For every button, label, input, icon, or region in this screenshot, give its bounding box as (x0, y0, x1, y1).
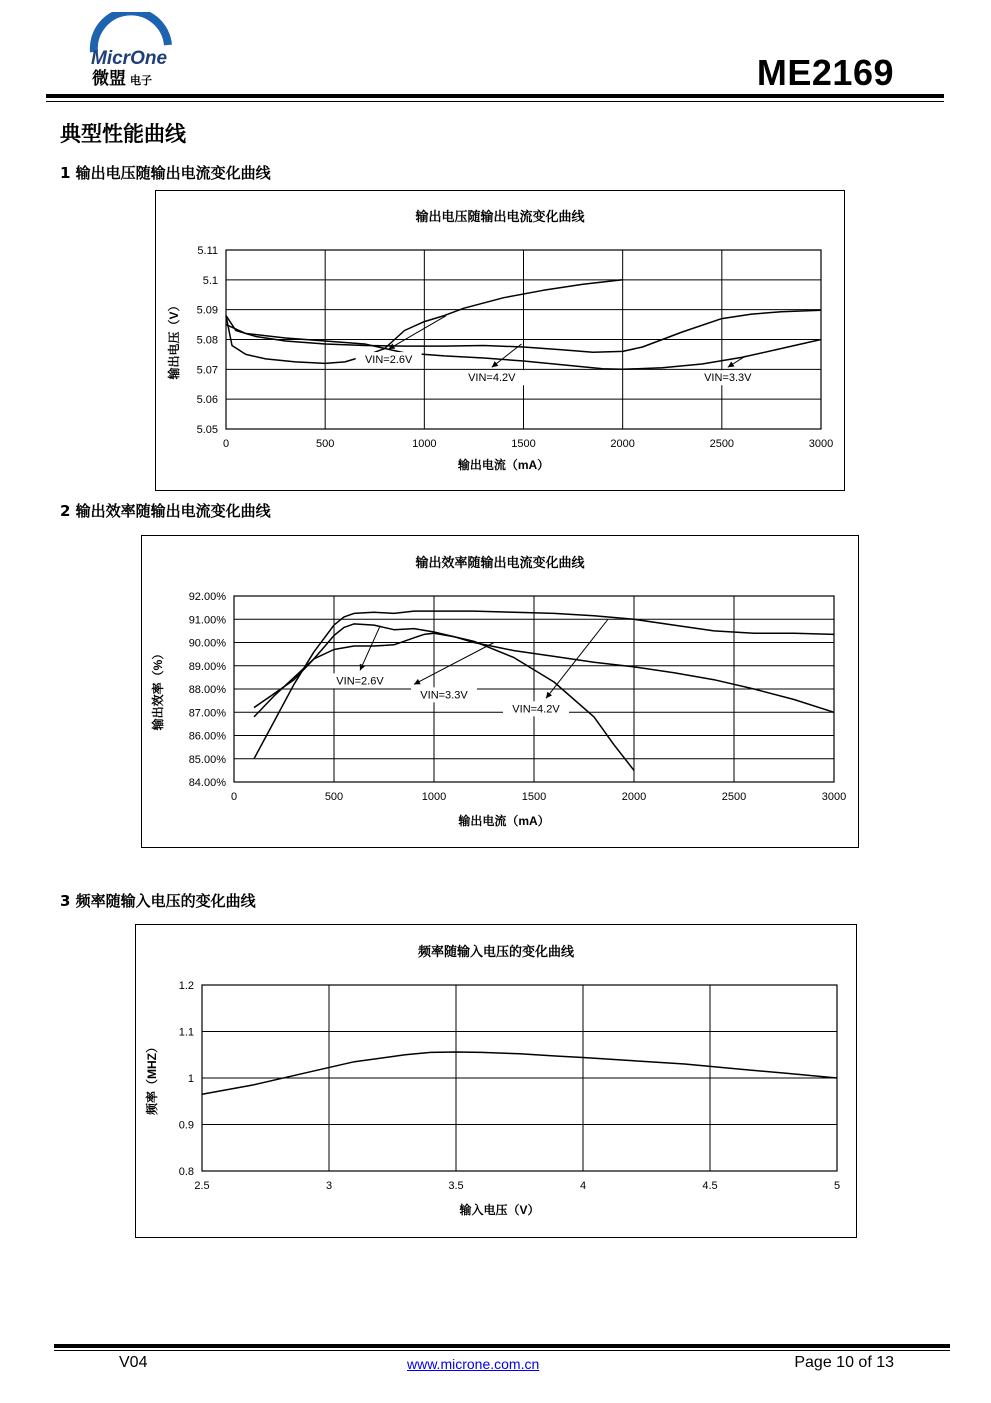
chart1-heading: 1 输出电压随输出电流变化曲线 (60, 164, 271, 182)
x-tick-label: 1500 (511, 438, 536, 450)
x-tick-label: 3000 (821, 791, 847, 803)
logo-arc (94, 12, 168, 52)
x-tick-label: 2000 (610, 438, 635, 450)
y-tick-label: 85.00% (188, 753, 226, 766)
chart1-frame (155, 190, 845, 491)
x-tick-label: 4 (579, 1180, 587, 1192)
y-tick-label: 90.00% (188, 637, 226, 650)
logo-cn-small: 电子 (130, 75, 152, 87)
annotation-label: VIN=3.3V (420, 689, 468, 702)
footer-rule-thin (54, 1350, 950, 1351)
x-tick-label: 3000 (808, 438, 834, 450)
y-tick-label: 89.00% (188, 660, 226, 673)
chart2-heading: 2 输出效率随输出电流变化曲线 (60, 502, 271, 520)
x-tick-label: 3 (325, 1180, 333, 1192)
y-tick-label: 92.00% (188, 591, 226, 603)
x-tick-label: 2000 (621, 791, 647, 803)
x-tick-label: 0 (222, 438, 230, 450)
x-tick-label: 3.5 (448, 1180, 464, 1192)
header-rule-thin (46, 101, 944, 102)
y-tick-label: 0.9 (178, 1119, 194, 1132)
x-axis-label: 输出电流（mA） (457, 458, 550, 472)
annotation-arrowhead (492, 361, 499, 367)
y-tick-label: 87.00% (188, 707, 226, 720)
y-tick-label: 88.00% (188, 684, 226, 696)
y-tick-label: 1.1 (178, 1026, 194, 1039)
annotation-label: VIN=2.6V (336, 675, 384, 688)
x-tick-label: 1000 (421, 791, 447, 803)
y-tick-label: 5.06 (196, 394, 218, 407)
y-tick-label: 91.00% (188, 614, 226, 627)
logo-text: MicrOne (91, 48, 168, 69)
y-tick-label: 84.00% (188, 777, 226, 789)
y-tick-label: 5.1 (202, 274, 218, 287)
annotation-arrow-line (360, 626, 380, 670)
x-tick-label: 500 (315, 438, 335, 450)
section-title: 典型性能曲线 (60, 122, 186, 146)
x-axis-label: 输出电流（mA） (458, 814, 550, 828)
chart1-svg (156, 191, 844, 490)
logo-cn: 微盟 (92, 69, 126, 88)
y-tick-label: 1.2 (178, 980, 194, 992)
footer-version: V04 (119, 1354, 148, 1371)
x-tick-label: 500 (324, 791, 344, 803)
x-tick-label: 2500 (721, 791, 747, 803)
chart2-svg (142, 536, 858, 847)
y-tick-label: 5.05 (196, 424, 218, 436)
chart-title: 输出电压随输出电流变化曲线 (415, 209, 585, 224)
y-tick-label: 5.09 (196, 304, 218, 317)
annotation-arrow-line (414, 643, 494, 685)
y-tick-label: 1 (187, 1073, 194, 1085)
chart2-frame (141, 535, 859, 848)
chart-title: 输出效率随输出电流变化曲线 (415, 555, 585, 570)
y-tick-label: 5.07 (196, 364, 218, 377)
annotation-label: VIN=3.3V (704, 372, 752, 385)
x-tick-label: 0 (230, 791, 238, 803)
x-tick-label: 5 (833, 1180, 841, 1192)
series-line-0 (202, 1052, 837, 1094)
chart3-heading: 3 频率随输入电压的变化曲线 (60, 892, 256, 910)
x-axis-label: 输入电压（V） (459, 1203, 540, 1217)
company-logo (88, 12, 188, 92)
annotation-label: VIN=2.6V (364, 354, 413, 367)
y-axis-label: 频率（MHZ） (145, 1041, 159, 1115)
y-axis-label: 输出效率（%） (151, 647, 165, 731)
annotation-label: VIN=4.2V (468, 372, 516, 385)
y-tick-label: 86.00% (188, 730, 226, 743)
y-axis-label: 输出电压（V） (167, 299, 181, 380)
header-rule-thick (46, 94, 944, 98)
annotation-arrow-line (389, 316, 447, 349)
document-id: ME2169 (756, 52, 894, 93)
footer-rule-thick (54, 1344, 950, 1348)
x-tick-label: 1000 (412, 438, 437, 450)
chart-title: 频率随输入电压的变化曲线 (417, 944, 575, 959)
chart3-frame (135, 924, 857, 1238)
x-tick-label: 4.5 (702, 1180, 718, 1192)
chart3-svg (136, 925, 856, 1237)
y-tick-label: 0.8 (178, 1166, 194, 1178)
annotation-arrow-line (546, 619, 608, 698)
footer-website-link[interactable]: www.microne.com.cn (407, 1356, 540, 1372)
x-tick-label: 1500 (521, 791, 547, 803)
annotation-arrowhead (728, 361, 735, 367)
annotation-arrowhead (546, 692, 552, 699)
y-tick-label: 5.11 (197, 245, 218, 257)
x-tick-label: 2.5 (194, 1180, 210, 1192)
footer-page-number: Page 10 of 13 (794, 1354, 894, 1371)
y-tick-label: 5.08 (196, 334, 218, 347)
x-tick-label: 2500 (709, 438, 735, 450)
annotation-label: VIN=4.2V (512, 703, 560, 716)
